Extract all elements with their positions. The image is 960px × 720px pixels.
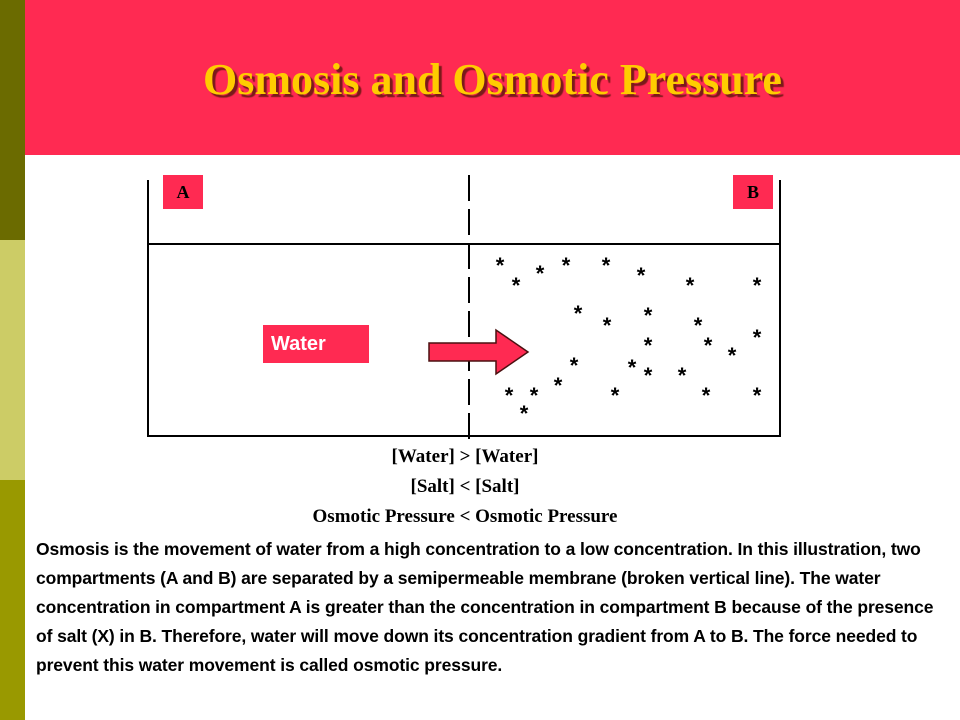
salt-particle: * — [701, 383, 711, 408]
salt-particle: * — [601, 253, 611, 278]
container-bottom — [147, 435, 781, 437]
salt-particle: * — [573, 301, 583, 326]
salt-particle: * — [643, 303, 653, 328]
salt-particle: * — [685, 273, 695, 298]
container-right-wall — [779, 180, 781, 437]
salt-particle: * — [561, 253, 571, 278]
salt-comparison: [Salt] < [Salt] — [410, 476, 520, 497]
slide-title: Osmosis and Osmotic Pressure — [203, 55, 782, 104]
salt-particle: * — [677, 363, 687, 388]
salt-particle: * — [636, 263, 646, 288]
salt-particle: * — [752, 383, 762, 408]
solution-surface — [147, 243, 781, 245]
pressure-comparison: Osmotic Pressure < Osmotic Pressure — [312, 506, 618, 527]
salt-particle: * — [752, 325, 762, 350]
salt-particle: * — [703, 333, 713, 358]
salt-particle: * — [569, 353, 579, 378]
salt-particle: * — [504, 383, 514, 408]
water-label: Water — [263, 325, 369, 363]
flow-arrow-icon — [426, 327, 532, 377]
description-text: Osmosis is the movement of water from a high concentration to a low concentration. In this illustration, two compartments (A and B) are separated by a semipermeable membrane (broken vertical line). The water concentration in compartment A is greater than the concentration in compartment B because of the presence of salt (X) in B. Therefore, water will move down its concentration gradient from A to B. The force needed to prevent this water movement is called osmotic pressure. — [36, 539, 934, 675]
compartment-a-label: A — [163, 175, 203, 209]
salt-particle: * — [602, 313, 612, 338]
container-left-wall — [147, 180, 149, 437]
compartment-b-label: B — [733, 175, 773, 209]
salt-particle: * — [752, 273, 762, 298]
salt-particle: * — [511, 273, 521, 298]
salt-particle: * — [643, 363, 653, 388]
salt-particle: * — [643, 333, 653, 358]
salt-particle: * — [627, 355, 637, 380]
salt-particle: * — [535, 261, 545, 286]
semipermeable-membrane — [466, 175, 472, 440]
salt-particle: * — [693, 313, 703, 338]
salt-particle: * — [495, 253, 505, 278]
salt-particle: * — [610, 383, 620, 408]
water-comparison: [Water] > [Water] — [391, 446, 539, 467]
salt-particle: * — [519, 401, 529, 426]
salt-particle: * — [727, 343, 737, 368]
salt-particle: * — [529, 383, 539, 408]
salt-particle: * — [553, 373, 563, 398]
